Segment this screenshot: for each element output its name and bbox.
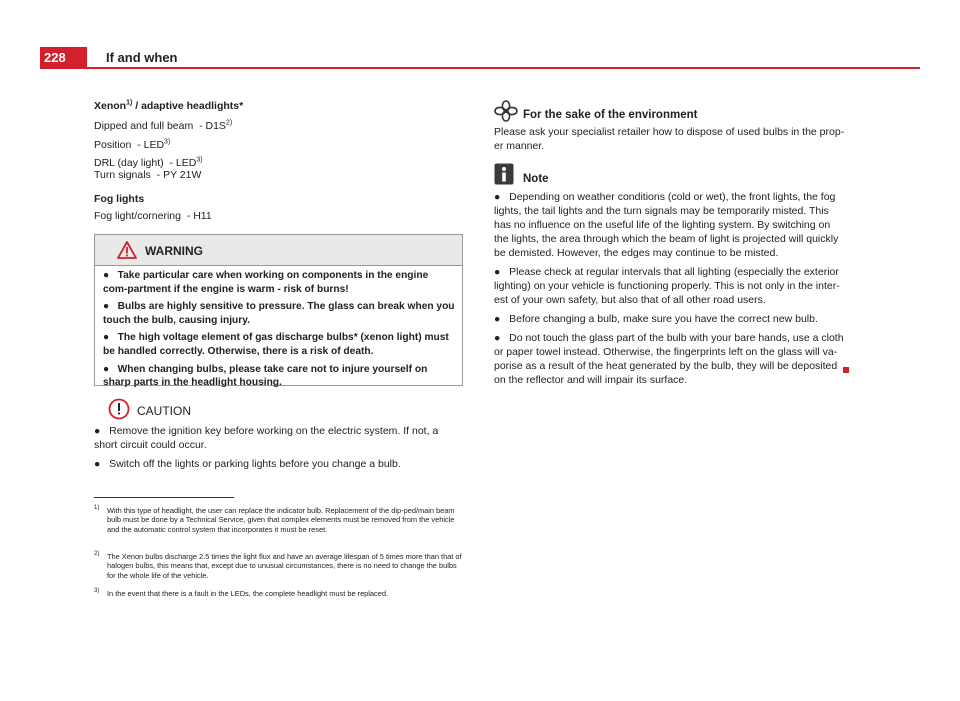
footnote-1: 1) With this type of headlight, the user can replace the indicator bulb. Replacement of the dip-ped/main beam bulb must be done by a Technical Service, given that complex elements must be removed from the vehicle and the automatic control system that incorporates it must be reset. xyxy=(94,505,455,534)
page-title: If and when xyxy=(106,50,178,65)
environment-label: For the sake of the environment xyxy=(523,109,698,121)
environment-text: Please ask your specialist retailer how to dispose of used bulbs in the prop-er manner. xyxy=(494,126,845,152)
warning-item: ● The high voltage element of gas discharge bulbs* (xenon light) must be handled correctly. Otherwise, there is a risk of death. xyxy=(103,332,449,357)
spec-drl: DRL (day light) - LED$^{3)}$ xyxy=(94,156,203,169)
header-divider xyxy=(40,67,920,69)
warning-list xyxy=(103,269,455,394)
section-end-marker xyxy=(843,367,849,373)
note-item: ● Please check at regular intervals that all lighting (especially the exterior lighting) on your vehicle is functioning properly. This is not only in the inter-est of your own safety, but also that of all other road users. xyxy=(494,266,840,306)
spec-turn: Turn signals - PY 21W xyxy=(94,169,202,181)
warning-triangle-icon xyxy=(117,241,137,259)
warning-box xyxy=(94,234,463,389)
spec-position: Position - LED$^{3)}$ xyxy=(94,138,171,151)
caution-item: ● Remove the ignition key before working on the electric system. If not, a short circuit could occur. xyxy=(94,425,439,451)
footnote-3: 3) In the event that there is a fault in the LEDs, the complete headlight must be replaced. xyxy=(94,588,389,598)
footnote-divider xyxy=(94,497,234,498)
page-number: 228 xyxy=(40,47,87,68)
warning-label: WARNING xyxy=(145,244,203,258)
info-note-icon xyxy=(494,163,514,185)
spec-dipped: Dipped and full beam - $D1S^{2)}$ xyxy=(94,119,233,132)
caution-label: CAUTION xyxy=(137,404,191,418)
warning-item: ● When changing bulbs, please take care not to injure yourself on sharp parts in the headlight housing. xyxy=(103,363,428,389)
xenon-heading: Xenon$^{1)}$ / adaptive headlights* xyxy=(94,99,244,112)
spec-fog: Fog light/cornering - H11 xyxy=(94,210,212,222)
caution-list xyxy=(94,424,462,476)
caution-item: ● Switch off the lights or parking lights before you change a bulb. xyxy=(94,458,401,470)
note-list xyxy=(494,190,846,392)
note-item: ● Before changing a bulb, make sure you have the correct new bulb. xyxy=(494,313,818,325)
footnote-2: 2) The Xenon bulbs discharge 2.5 times the light flux and have an average lifespan of 5 times more than that of halogen bulbs, this means that, except due to unusual circumstances, there is no need to change the bulbs for the whole life of the vehicle. xyxy=(94,551,462,580)
warning-item: ● Bulbs are highly sensitive to pressure. The glass can break when you touch the bulb, causing injury. xyxy=(103,301,455,326)
note-label: Note xyxy=(523,173,549,185)
warning-header xyxy=(95,235,462,266)
note-item: ● Depending on weather conditions (cold or wet), the front lights, the fog lights, the tail lights and the turn signals may be temporarily misted. This has no influence on the useful life of the lighting system. By switching on the lights, the area through which the beam of light is projected will quickly be demisted. However, the edges may continue to be misted. xyxy=(494,191,839,259)
warning-item: ● Take particular care when working on components in the engine com-partment if the engine is warm - risk of burns! xyxy=(103,270,429,295)
fog-heading: Fog lights xyxy=(94,193,145,205)
caution-icon xyxy=(108,398,130,420)
environment-flower-icon xyxy=(494,100,518,122)
note-item: ● Do not touch the glass part of the bulb with your bare hands, use a cloth or paper towel instead. Otherwise, the fingerprints left on the glass will va-porise as a result of the heat generated by the bulb, they will be deposited on the reflector and will impair its surface. xyxy=(494,332,844,386)
